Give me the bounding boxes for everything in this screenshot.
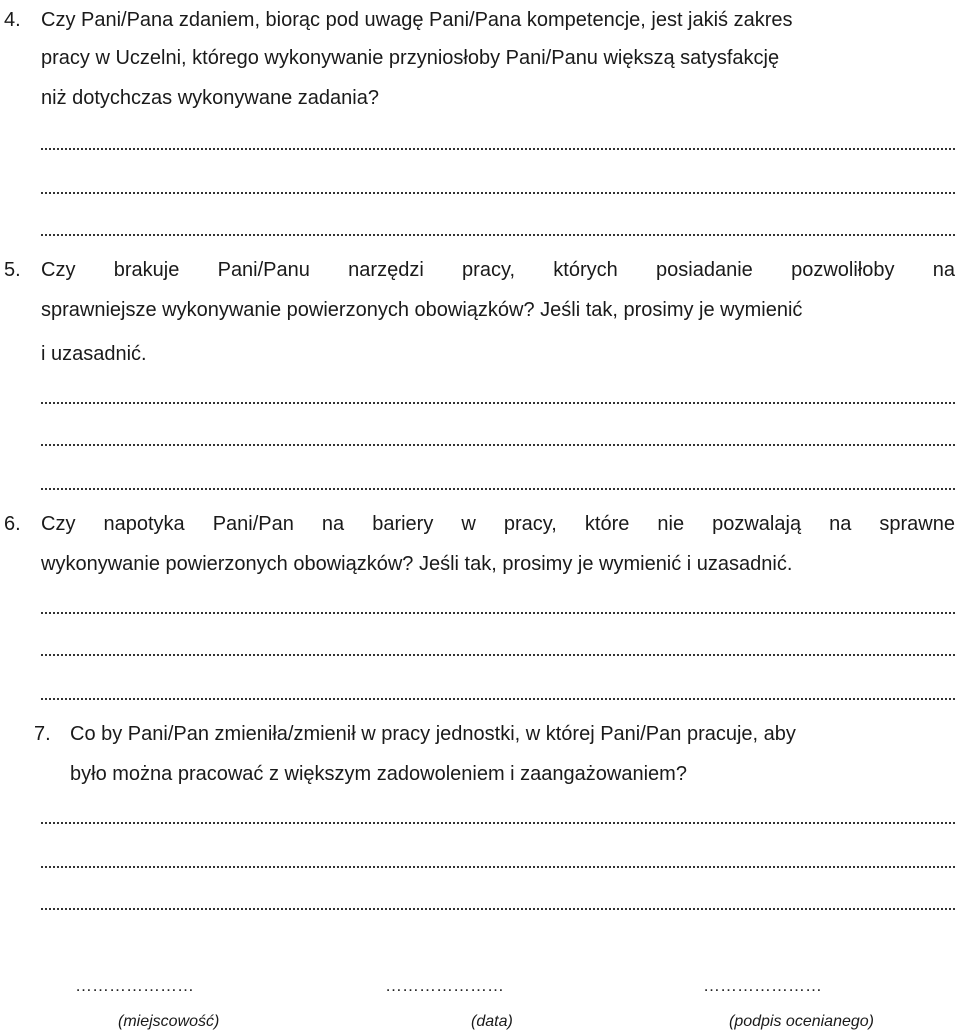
- answer-line[interactable]: [41, 894, 955, 910]
- signature-label: (podpis ocenianego): [729, 1013, 874, 1030]
- question-6-line-2: wykonywanie powierzonych obowiązków? Jeśli tak, prosimy je wymienić i uzasadnić.: [41, 553, 793, 575]
- question-4-line-3: niż dotychczas wykonywane zadania?: [41, 87, 379, 109]
- question-5-line-3: i uzasadnić.: [41, 343, 147, 365]
- answer-line[interactable]: [41, 808, 955, 824]
- answer-line[interactable]: [41, 388, 955, 404]
- date-field[interactable]: …………………: [385, 976, 504, 995]
- place-field[interactable]: …………………: [75, 976, 194, 995]
- question-7-line-2: było można pracować z większym zadowoleniem i zaangażowaniem?: [70, 763, 687, 785]
- question-5-line-1: Czy brakuje Pani/Panu narzędzi pracy, których posiadanie pozwoliłoby na: [41, 259, 955, 281]
- question-7-number: 7.: [34, 723, 51, 745]
- answer-line[interactable]: [41, 684, 955, 700]
- question-4-number: 4.: [4, 9, 21, 31]
- answer-line[interactable]: [41, 640, 955, 656]
- signature-field[interactable]: …………………: [703, 976, 822, 995]
- answer-line[interactable]: [41, 134, 955, 150]
- question-4-line-2: pracy w Uczelni, którego wykonywanie przyniosłoby Pani/Panu większą satysfakcję: [41, 47, 780, 69]
- answer-line[interactable]: [41, 852, 955, 868]
- question-5-number: 5.: [4, 259, 21, 281]
- question-6-number: 6.: [4, 513, 21, 535]
- answer-line[interactable]: [41, 474, 955, 490]
- question-6-line-1: Czy napotyka Pani/Pan na bariery w pracy, które nie pozwalają na sprawne: [41, 513, 955, 535]
- question-5-line-2: sprawniejsze wykonywanie powierzonych obowiązków? Jeśli tak, prosimy je wymienić: [41, 299, 803, 321]
- question-4-line-1: Czy Pani/Pana zdaniem, biorąc pod uwagę Pani/Pana kompetencje, jest jakiś zakres: [41, 9, 793, 31]
- answer-line[interactable]: [41, 598, 955, 614]
- place-label: (miejscowość): [118, 1013, 220, 1030]
- question-7-line-1: Co by Pani/Pan zmieniła/zmienił w pracy jednostki, w której Pani/Pan pracuje, aby: [70, 723, 796, 745]
- date-label: (data): [471, 1013, 513, 1030]
- answer-line[interactable]: [41, 430, 955, 446]
- answer-line[interactable]: [41, 220, 955, 236]
- answer-line[interactable]: [41, 178, 955, 194]
